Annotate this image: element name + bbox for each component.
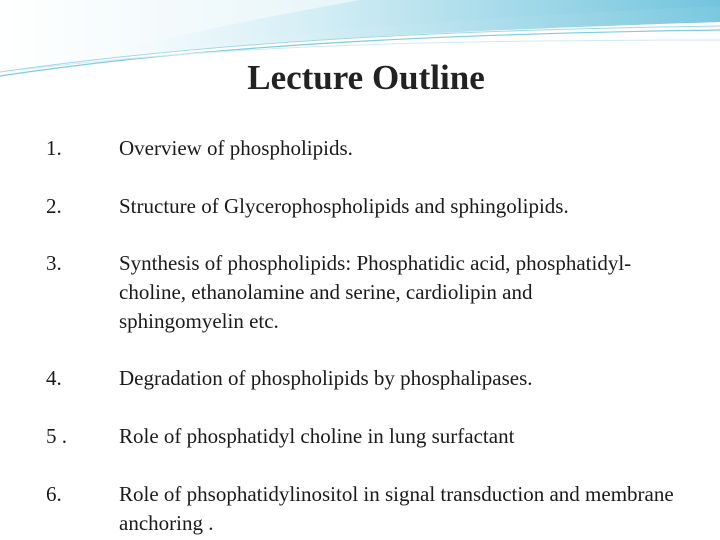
item-number: 5 . — [46, 424, 67, 448]
item-text: Synthesis of phospholipids: Phosphatidic acid, phosphatidyl-choline, ethanolamine and serine, cardiolipin and sphingomyelin etc. — [119, 251, 632, 333]
item-number: 6. — [46, 482, 62, 506]
slide-title: Lecture Outline — [247, 58, 485, 97]
item-text: Role of phsophatidylinositol in signal transduction and membrane anchoring . — [119, 482, 674, 535]
item-number: 4. — [46, 366, 62, 390]
item-number: 1. — [46, 136, 62, 160]
item-text: Overview of phospholipids. — [119, 136, 353, 160]
item-number: 3. — [46, 251, 62, 275]
item-text: Role of phosphatidyl choline in lung surfactant — [119, 424, 515, 448]
item-text: Structure of Glycerophospholipids and sphingolipids. — [119, 194, 569, 218]
item-text: Degradation of phospholipids by phosphalipases. — [119, 366, 533, 390]
item-number: 2. — [46, 194, 62, 218]
